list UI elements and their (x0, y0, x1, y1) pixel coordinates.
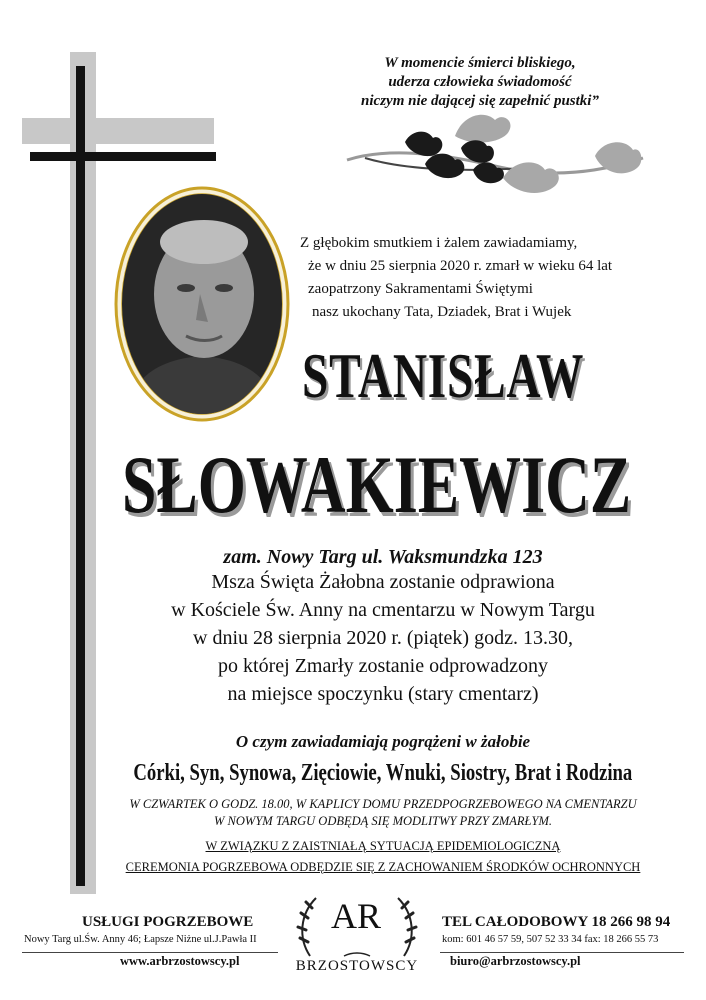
intro-line: Z głębokim smutkiem i żalem zawiadamiamy, (300, 235, 578, 251)
deceased-last-name: SŁOWAKIEWICZ (122, 439, 632, 530)
mass-line: w Kościele Św. Anny na cmentarzu w Nowym Targu (171, 599, 595, 621)
mass-details (60, 568, 706, 708)
quote (320, 54, 640, 111)
prayer-line: W NOWYM TARGU ODBĘDĄ SIĘ MODLITWY PRZY ZMARŁYM. (214, 814, 552, 828)
mourners-notice: O czym zawiadamiają pogrążeni w żałobie (235, 732, 531, 751)
cross-shadow-horizontal (22, 118, 214, 144)
intro-line: nasz ukochany Tata, Dziadek, Brat i Wujek (312, 304, 572, 320)
quote-line: niczym nie dającej się zapełnić pustki” (361, 93, 599, 109)
cross-horizontal-bar (30, 152, 216, 161)
family-list (0, 756, 706, 790)
intro-line: że w dniu 25 sierpnia 2020 r. zmarł w wieku 64 lat (308, 258, 613, 274)
portrait-photo (112, 184, 292, 424)
family-list-text: Córki, Syn, Synowa, Zięciowie, Wnuki, Siostry, Brat i Rodzina (133, 760, 633, 786)
deceased-first-name: STANISŁAW (302, 340, 585, 411)
footer-divider-right (440, 952, 684, 953)
mass-line: po której Zmarły zostanie odprowadzony (218, 655, 548, 677)
epidemic-line: CEREMONIA POGRZEBOWA ODBĘDZIE SIĘ Z ZACHOWANIEM ŚRODKÓW OCHRONNYCH (125, 860, 641, 874)
logo-name: BRZOSTOWSCY (295, 958, 419, 974)
leaves-ornament (345, 108, 645, 208)
epidemic-notice (60, 836, 706, 878)
prayer-notice (60, 796, 706, 830)
intro-line: zaopatrzony Sakramentami Świętymi (308, 281, 533, 297)
mass-line: na miejsce spoczynku (stary cmentarz) (227, 683, 539, 705)
website-link[interactable]: www.arbrzostowscy.pl (120, 954, 240, 968)
funeral-services-address: Nowy Targ ul.Św. Anny 46; Łapsze Niżne ul.J.Pawła II (24, 934, 257, 945)
email-link[interactable]: biuro@arbrzostowscy.pl (450, 954, 581, 968)
announcement-intro (300, 232, 630, 324)
mass-line: Msza Święta Żałobna zostanie odprawiona (211, 571, 555, 593)
mobile-fax-contacts: kom: 601 46 57 59, 507 52 33 34 fax: 18 266 55 73 (442, 934, 659, 945)
quote-line: W momencie śmierci bliskiego, (384, 55, 576, 71)
prayer-line: W CZWARTEK O GODZ. 18.00, W KAPLICY DOMU PRZEDPOGRZEBOWEGO NA CMENTARZU (129, 797, 637, 811)
epidemic-line: W ZWIĄZKU Z ZAISTNIAŁĄ SYTUACJĄ EPIDEMIOLOGICZNĄ (205, 839, 561, 853)
quote-line: uderza człowieka świadomość (388, 74, 572, 90)
logo-monogram: AR (330, 896, 381, 936)
footer-divider-left (22, 952, 278, 953)
mass-line: w dniu 28 sierpnia 2020 r. (piątek) godz. 13.30, (193, 627, 573, 649)
funeral-services-title: USŁUGI POGRZEBOWE (82, 914, 254, 930)
phone-24h: TEL CAŁODOBOWY 18 266 98 94 (442, 914, 671, 930)
deceased-address: zam. Nowy Targ ul. Waksmundzka 123 (223, 546, 543, 568)
